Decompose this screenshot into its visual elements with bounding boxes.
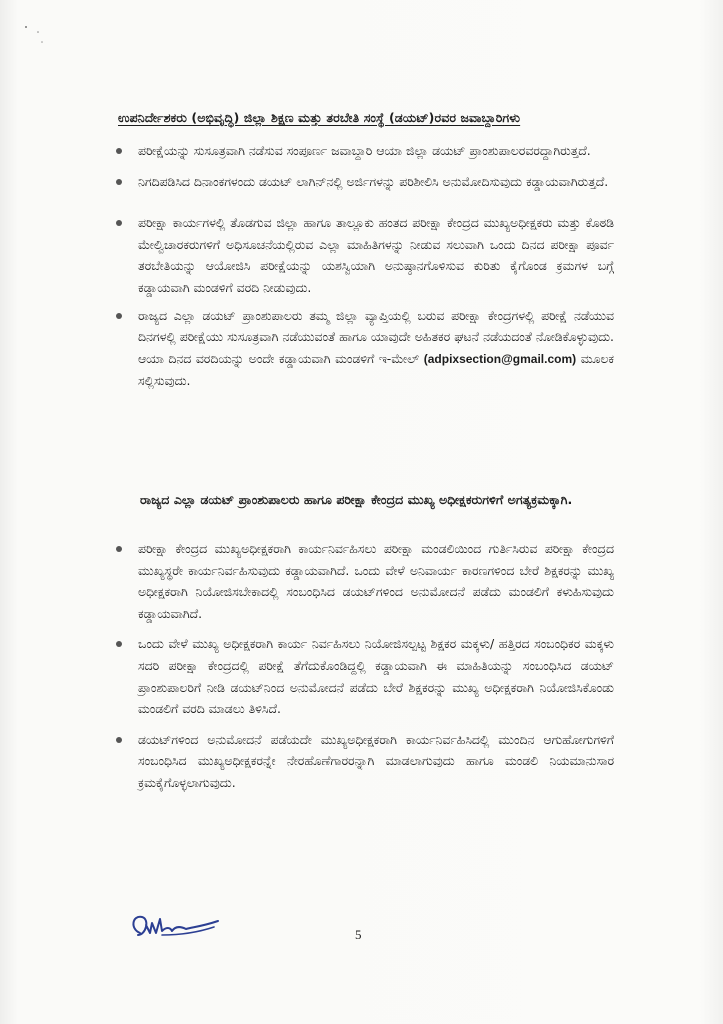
bullet-icon xyxy=(116,313,122,319)
list-item xyxy=(116,305,614,392)
list-item xyxy=(116,212,614,298)
bullet-icon xyxy=(116,179,122,185)
list-item xyxy=(116,538,614,624)
list-item xyxy=(116,729,614,794)
scan-specks xyxy=(20,20,60,60)
bullet-icon xyxy=(116,148,122,154)
list-item-text-tail: ಮೂಲಕ ಸಲ್ಲಿಸುವುದು. xyxy=(138,350,614,389)
signature xyxy=(126,905,226,949)
bullet-icon xyxy=(116,737,122,743)
bullet-icon xyxy=(116,641,122,647)
list-item-text: ರಾಜ್ಯದ ಎಲ್ಲಾ ಡಯಟ್ ಪ್ರಾಂಶುಪಾಲರು ತಮ್ಮ ಜಿಲ್ಲಾ ವ್ಯಾಪ್ತಿಯಲ್ಲಿ ಬರುವ ಪರೀಕ್ಷಾ ಕೇಂದ್ರಗಳಲ್ಲಿ ಪರೀಕ್ಷೆ ನಡೆಯುವ ದಿನಗಳಲ್ಲಿ ಪರೀಕ್ಷೆಯು ಸುಸೂತ್ರವಾಗಿ ನಡೆಯುವಂತೆ ಹಾಗೂ ಯಾವುದೇ ಅಹಿತಕರ ಘಟನೆ ನಡೆಯದಂತೆ ನೋಡಿಕೊಳ್ಳುವುದು. ಆಯಾ ದಿನದ ವರದಿಯನ್ನು ಅಂದೇ ಕಡ್ಡಾಯವಾಗಿ ಮಂಡಳಿಗೆ ಇ-ಮೇಲ್ xyxy=(138,307,614,366)
responsibilities-list xyxy=(116,140,614,392)
bullet-icon xyxy=(116,546,122,552)
list-item-text: ಒಂದು ವೇಳೆ ಮುಖ್ಯ ಅಧೀಕ್ಷಕರಾಗಿ ಕಾರ್ಯ ನಿರ್ವಹಿಸಲು ನಿಯೋಜಿಸಲ್ಪಟ್ಟ ಶಿಕ್ಷಕರ ಮಕ್ಕಳು/ ಹತ್ತಿರದ ಸಂಬಂಧಿಕರ ಮಕ್ಕಳು ಸದರಿ ಪರೀಕ್ಷಾ ಕೇಂದ್ರದಲ್ಲಿ ಪರೀಕ್ಷೆ ತೆಗೆದುಕೊಂಡಿದ್ದಲ್ಲಿ ಕಡ್ಡಾಯವಾಗಿ ಈ ಮಾಹಿತಿಯನ್ನು ಸಂಬಂಧಿಸಿದ ಡಯಟ್ ಪ್ರಾಂಶುಪಾಲರಿಗೆ ನೀಡಿ ಡಯಟ್‌ನಿಂದ ಅನುಮೋದನೆ ಪಡೆದು ಬೇರೆ ಶಿಕ್ಷಕರನ್ನು ಮುಖ್ಯ ಅಧೀಕ್ಷಕರಾಗಿ ನಿಯೋಜಿಸಿಕೊಂಡು ಮಂಡಲಿಗೆ ವರದಿ ಮಾಡಲು ತಿಳಿಸಿದೆ. xyxy=(138,636,614,717)
list-item xyxy=(116,171,614,193)
list-item-text: ಪರೀಕ್ಷಾ ಕಾರ್ಯಗಳಲ್ಲಿ ತೊಡಗುವ ಜಿಲ್ಲಾ ಹಾಗೂ ತಾಲ್ಲೂಕು ಹಂತದ ಪರೀಕ್ಷಾ ಕೇಂದ್ರದ ಮುಖ್ಯಅಧೀಕ್ಷಕರು ಮತ್ತು ಕೊಠಡಿ ಮೇಲ್ವಿಚಾರಕರುಗಳಿಗೆ ಅಧಿಸೂಚನೆಯಲ್ಲಿರುವ ಎಲ್ಲಾ ಮಾಹಿತಿಗಳನ್ನು ನೀಡುವ ಸಲುವಾಗಿ ಒಂದು ದಿನದ ಪರೀಕ್ಷಾ ಪೂರ್ವ ತರಬೇತಿಯನ್ನು ಆಯೋಜಿಸಿ ಪರೀಕ್ಷೆಯನ್ನು ಯಶಸ್ವಿಯಾಗಿ ಅನುಷ್ಠಾನಗೊಳಿಸುವ ಕುರಿತು ಕೈಗೊಂಡ ಕ್ರಮಗಳ ಬಗ್ಗೆ ಕಡ್ಡಾಯವಾಗಿ ಮಂಡಳಿಗೆ ವರದಿ ನೀಡುವುದು. xyxy=(138,215,614,295)
list-item-text: ನಿಗದಿಪಡಿಸಿದ ದಿನಾಂಕಗಳಂದು ಡಯಟ್ ಲಾಗಿನ್‌ನಲ್ಲಿ ಅರ್ಜಿಗಳನ್ನು ಪರಿಶೀಲಿಸಿ ಅನುಮೋದಿಸುವುದು ಕಡ್ಡಾಯವಾಗಿರುತ್ತದೆ. xyxy=(138,173,609,189)
bullet-icon xyxy=(116,220,122,226)
list-item xyxy=(116,633,614,719)
list-item-text: ಪರೀಕ್ಷಾ ಕೇಂದ್ರದ ಮುಖ್ಯಅಧೀಕ್ಷಕರಾಗಿ ಕಾರ್ಯನಿರ್ವಹಿಸಲು ಪರೀಕ್ಷಾ ಮಂಡಲಿಯಿಂದ ಗುರ್ತಿಸಿರುವ ಪರೀಕ್ಷಾ ಕೇಂದ್ರದ ಮುಖ್ಯಸ್ಥರೇ ಕಾರ್ಯನಿರ್ವಹಿಸುವುದು ಕಡ್ಡಾಯವಾಗಿದೆ. ಒಂದು ವೇಳೆ ಅನಿವಾರ್ಯ ಕಾರಣಗಳಿಂದ ಬೇರೆ ಶಿಕ್ಷಕರನ್ನು ಮುಖ್ಯ ಅಧೀಕ್ಷಕರಾಗಿ ನಿಯೋಜಿಸಬೇಕಾದಲ್ಲಿ ಸಂಬಂಧಿಸಿದ ಡಯಟ್‌ಗಳಿಂದ ಅನುಮೋದನೆ ಪಡೆದು ಮಂಡಲಿಗೆ ಕಳುಹಿಸುವುದು ಕಡ್ಡಾಯವಾಗಿದೆ. xyxy=(138,541,614,621)
section-heading-2: ರಾಜ್ಯದ ಎಲ್ಲಾ ಡಯಟ್ ಪ್ರಾಂಶುಪಾಲರು ಹಾಗೂ ಪರೀಕ್ಷಾ ಕೇಂದ್ರದ ಮುಖ್ಯ ಅಧೀಕ್ಷಕರುಗಳಿಗೆ ಅಗತ್ಯಕ್ರಮಕ್ಕಾಗಿ. xyxy=(140,492,573,507)
list-item-text: ಪರೀಕ್ಷೆಯನ್ನು ಸುಸೂತ್ರವಾಗಿ ನಡೆಸುವ ಸಂಪೂರ್ಣ ಜವಾಬ್ದಾರಿ ಆಯಾ ಜಿಲ್ಲಾ ಡಯಟ್ ಪ್ರಾಂಶುಪಾಲರವರದ್ದಾಗಿರುತ್ತದೆ. xyxy=(138,143,591,158)
list-item xyxy=(116,140,614,162)
list-item-text: ಡಯಟ್‌ಗಳಿಂದ ಅನುಮೋದನೆ ಪಡೆಯದೇ ಮುಖ್ಯಅಧೀಕ್ಷಕರಾಗಿ ಕಾರ್ಯನಿರ್ವಹಿಸಿದಲ್ಲಿ ಮುಂದಿನ ಆಗುಹೋಗುಗಳಿಗೆ ಸಂಬಂಧಿಸಿದ ಮುಖ್ಯಅಧೀಕ್ಷಕರನ್ನೇ ನೇರಹೊಣೆಗಾರರನ್ನಾಗಿ ಮಾಡಲಾಗುವುದು ಹಾಗೂ ಮಂಡಲಿ ನಿಯಮಾನುಸಾರ ಕ್ರಮಕೈಗೊಳ್ಳಲಾಗುವುದು. xyxy=(138,731,614,790)
email-address: (adpixsection@gmail.com) xyxy=(423,351,577,366)
page-number: 5 xyxy=(355,927,362,942)
section-heading: ಉಪನಿರ್ದೇಶಕರು (ಅಭಿವೃದ್ಧಿ) ಜಿಲ್ಲಾ ಶಿಕ್ಷಣ ಮತ್ತು ತರಬೇತಿ ಸಂಸ್ಥೆ (ಡಯಟ್)ರವರ ಜವಾಬ್ದಾರಿಗಳು xyxy=(118,110,521,125)
instructions-list xyxy=(116,538,614,794)
